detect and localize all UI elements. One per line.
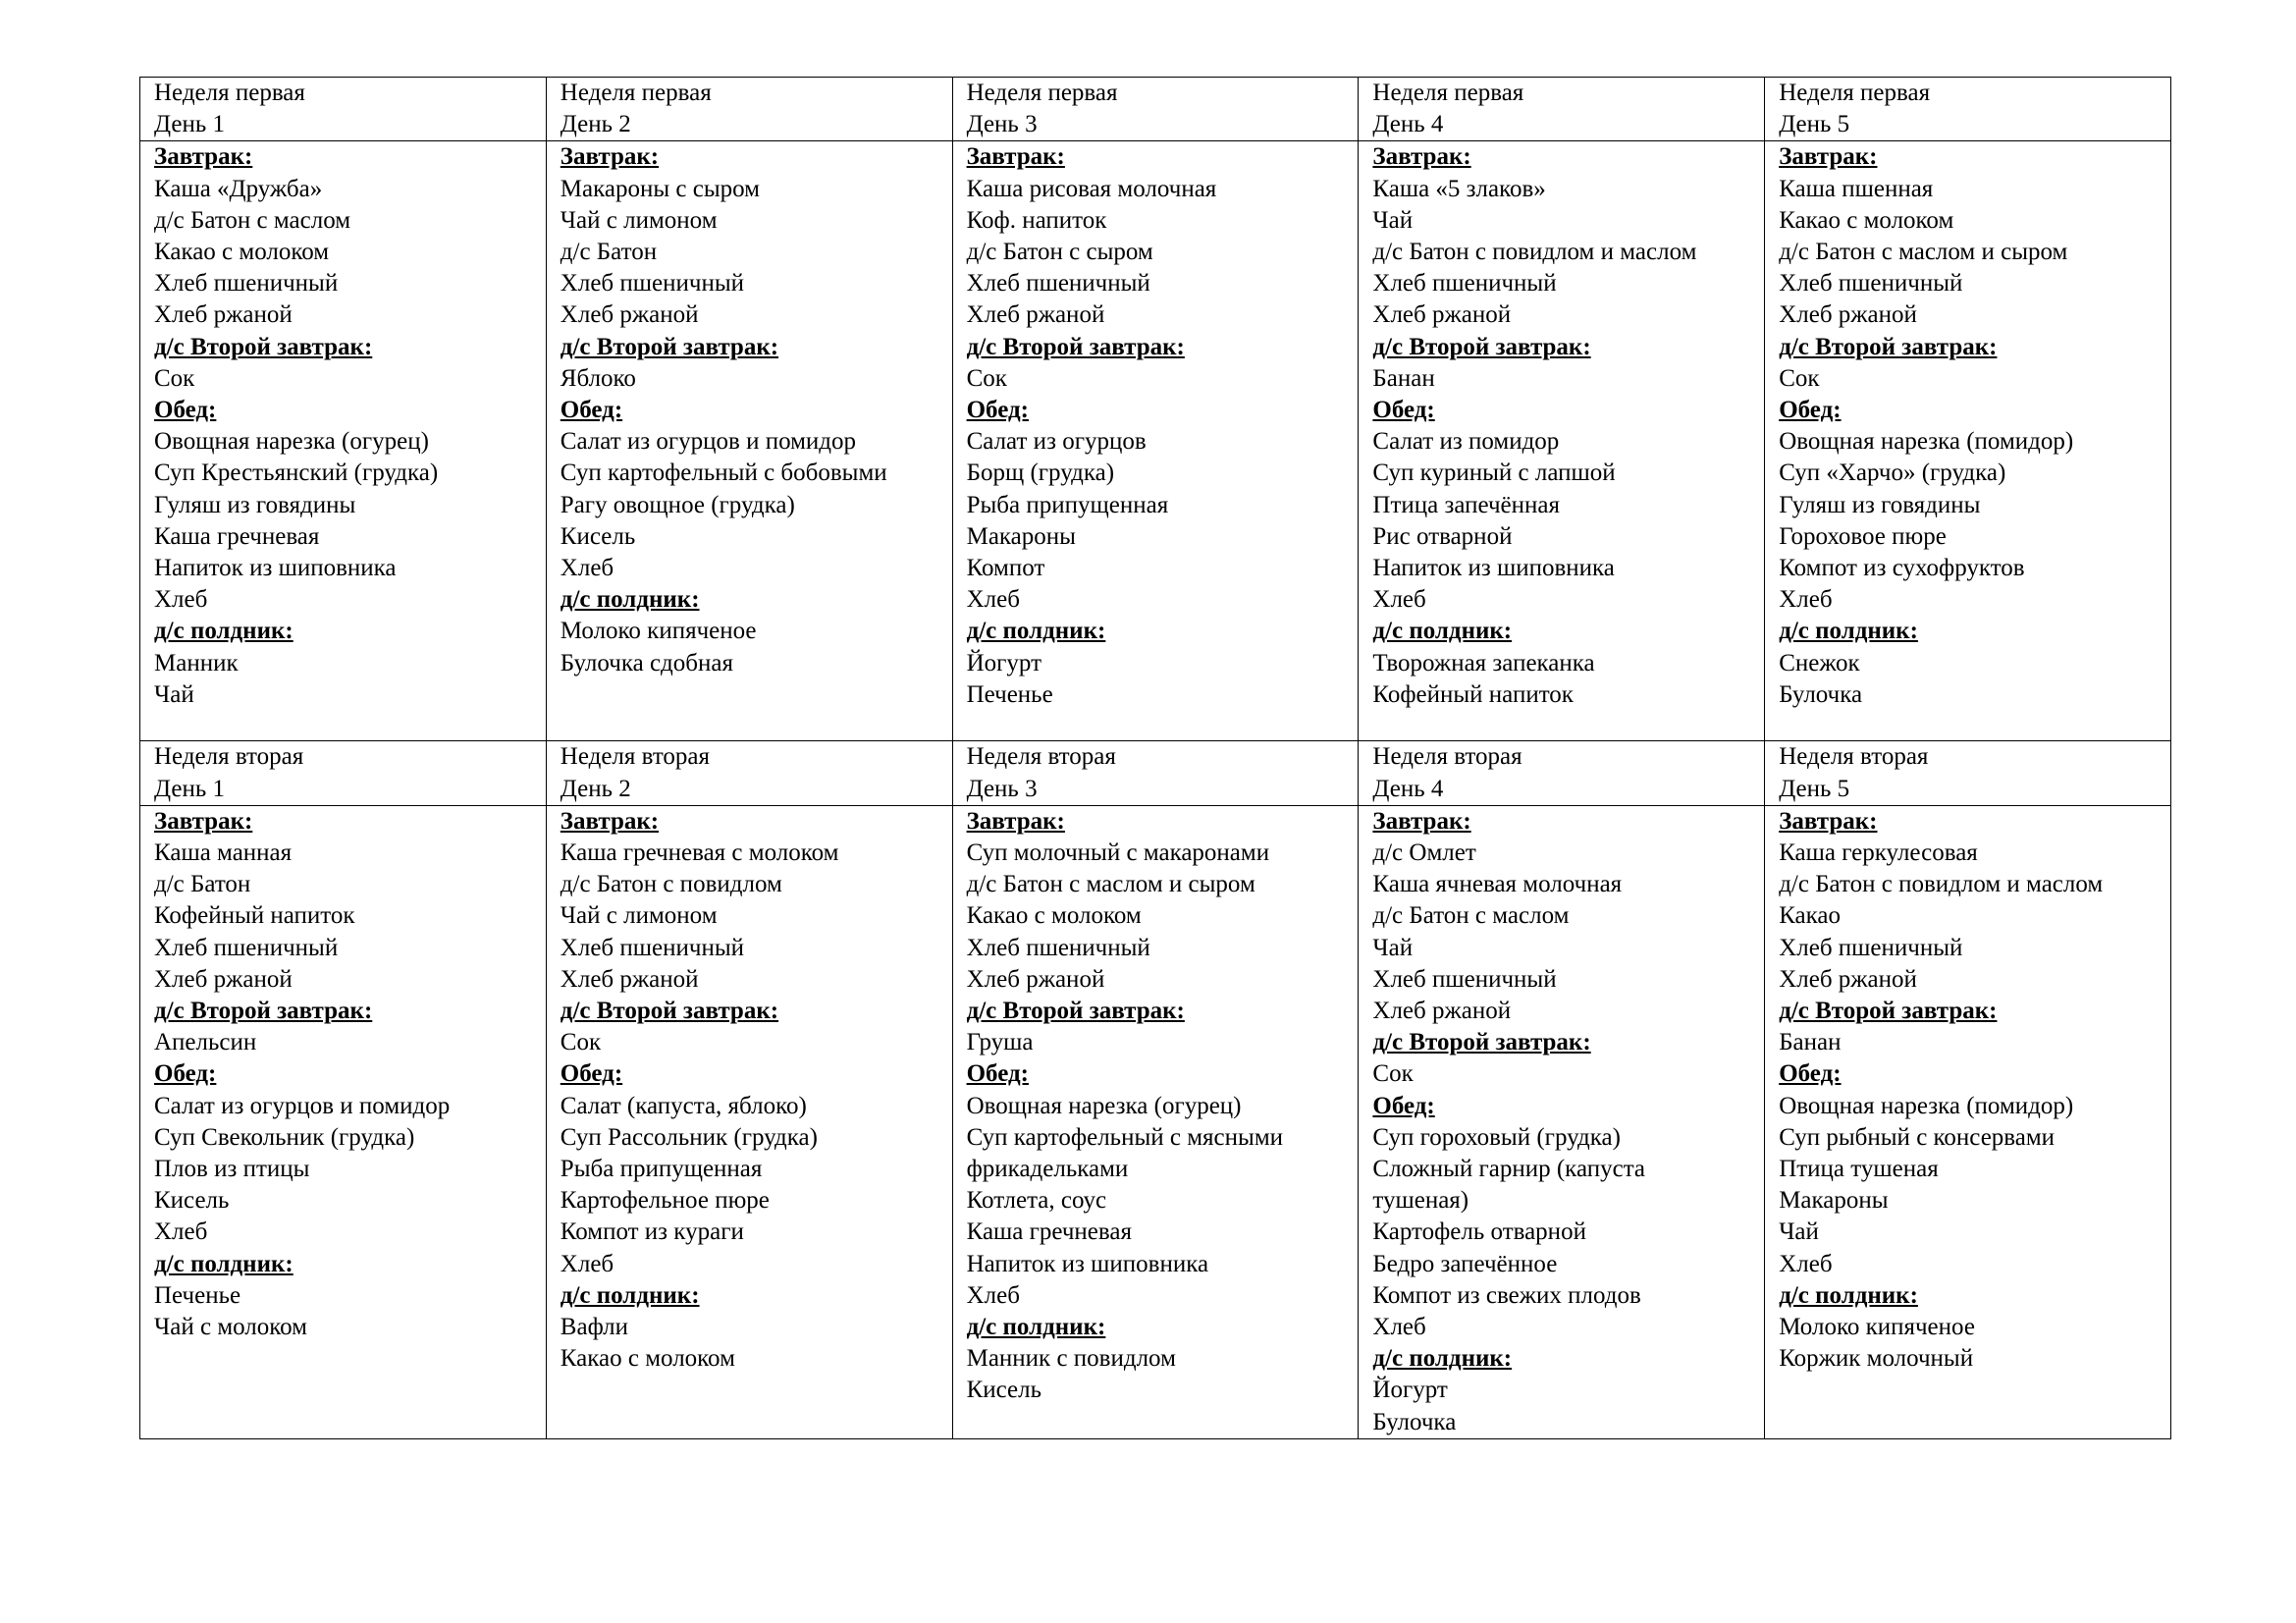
day-title: День 1 xyxy=(154,775,225,802)
menu-item: Хлеб ржаной xyxy=(966,301,1105,329)
menu-item: Кофейный напиток xyxy=(1372,680,1574,708)
meal-heading: д/с Второй завтрак: xyxy=(1372,333,1591,360)
menu-item: Печенье xyxy=(154,1281,241,1309)
menu-item: Кофейный напиток xyxy=(154,902,355,930)
menu-item: Яблоко xyxy=(560,364,636,392)
menu-item: Суп рыбный с консервами xyxy=(1779,1123,2056,1151)
week-title: Неделя первая xyxy=(154,80,305,106)
meal-heading: д/с Второй завтрак: xyxy=(966,998,1185,1025)
menu-item: Птица тушеная xyxy=(1779,1156,1939,1183)
menu-item: Творожная запеканка xyxy=(1372,649,1595,676)
menu-item: Гороховое пюре xyxy=(1779,522,1947,550)
menu-item: Сок xyxy=(154,364,195,392)
meal-heading: д/с Второй завтрак: xyxy=(560,333,779,360)
meal-heading: д/с полдник: xyxy=(560,1281,700,1309)
meal-heading: Завтрак: xyxy=(1779,807,1878,835)
menu-item: Суп Свекольник (грудка) xyxy=(154,1123,415,1151)
menu-item: д/с Батон с повидлом и маслом xyxy=(1372,239,1697,266)
meal-heading: д/с полдник: xyxy=(154,618,294,645)
menu-item: д/с Батон с повидлом xyxy=(560,871,782,898)
day-title: День 4 xyxy=(1372,111,1444,138)
menu-item: Картофельное пюре xyxy=(560,1187,770,1215)
menu-item: Печенье xyxy=(966,680,1053,708)
menu-item: Хлеб ржаной xyxy=(560,965,699,993)
meal-heading: д/с полдник: xyxy=(1779,1281,1918,1309)
week-header-row xyxy=(140,741,2171,805)
menu-item: Суп Крестьянский (грудка) xyxy=(154,460,439,487)
menu-item: Каша «Дружба» xyxy=(154,175,323,202)
day-menu-cell xyxy=(140,141,547,741)
menu-item: Хлеб ржаной xyxy=(154,965,293,993)
menu-item: Хлеб ржаной xyxy=(1779,301,1917,329)
menu-item: Сок xyxy=(1372,1060,1414,1088)
menu-item: Манник xyxy=(154,649,239,676)
menu-item: Йогурт xyxy=(1372,1377,1448,1404)
day-header-cell xyxy=(546,741,952,805)
meal-heading: д/с полдник: xyxy=(966,1314,1106,1341)
menu-item: Хлеб пшеничный xyxy=(966,270,1150,298)
meal-heading: Завтрак: xyxy=(560,143,660,171)
menu-item: Чай xyxy=(1779,1218,1819,1246)
week-title: Неделя вторая xyxy=(560,743,711,771)
menu-item: Салат из огурцов xyxy=(966,428,1147,456)
menu-item: д/с Батон с маслом xyxy=(1372,902,1570,930)
menu-item: Хлеб xyxy=(966,586,1020,614)
meal-heading: Завтрак: xyxy=(560,807,660,835)
menu-item: Молоко кипяченое xyxy=(1779,1314,1975,1341)
menu-item: Макароны xyxy=(1779,1187,1889,1215)
menu-item: Картофель отварной xyxy=(1372,1218,1586,1246)
menu-table xyxy=(139,77,2171,1439)
meal-heading: д/с полдник: xyxy=(1372,618,1513,645)
menu-item: Хлеб xyxy=(1372,586,1426,614)
day-menu-cell xyxy=(1359,805,1765,1438)
menu-item: Салат из огурцов и помидор xyxy=(560,428,857,456)
meal-heading: Обед: xyxy=(1372,397,1435,424)
menu-item: Кисель xyxy=(560,522,636,550)
meal-heading: Обед: xyxy=(1779,1060,1842,1088)
meal-heading: Завтрак: xyxy=(966,143,1065,171)
day-title: День 3 xyxy=(966,775,1038,802)
menu-item: Хлеб ржаной xyxy=(966,965,1105,993)
menu-item: Напиток из шиповника xyxy=(966,1250,1209,1277)
menu-item: Кисель xyxy=(966,1377,1042,1404)
meal-heading: Завтрак: xyxy=(154,143,253,171)
week-title: Неделя вторая xyxy=(966,743,1116,771)
meal-heading: Обед: xyxy=(1779,397,1842,424)
menu-item: Макароны с сыром xyxy=(560,175,760,202)
menu-item: Какао с молоком xyxy=(560,1345,735,1373)
day-header-cell xyxy=(546,78,952,141)
menu-item: Компот из кураги xyxy=(560,1218,744,1246)
day-menu-cell xyxy=(1765,141,2171,741)
menu-item: д/с Батон с маслом и сыром xyxy=(1779,239,2068,266)
day-header-cell xyxy=(1765,741,2171,805)
menu-item: Суп Рассольник (грудка) xyxy=(560,1123,818,1151)
menu-item: Хлеб xyxy=(560,1250,614,1277)
menu-item: Какао с молоком xyxy=(966,902,1142,930)
meal-heading: Обед: xyxy=(1372,1092,1435,1119)
menu-item: Снежок xyxy=(1779,649,1860,676)
menu-item: Хлеб ржаной xyxy=(1779,965,1917,993)
menu-item: Булочка сдобная xyxy=(560,649,733,676)
menu-item: Хлеб ржаной xyxy=(1372,301,1512,329)
menu-item: Суп картофельный с бобовыми xyxy=(560,460,887,487)
menu-item: д/с Батон с маслом xyxy=(154,206,351,234)
menu-item: Хлеб пшеничный xyxy=(966,934,1150,961)
day-header-cell xyxy=(1359,741,1765,805)
menu-item: Хлеб xyxy=(154,586,208,614)
menu-item: Суп гороховый (грудка) xyxy=(1372,1123,1621,1151)
week-title: Неделя вторая xyxy=(1779,743,1929,771)
menu-item: Сок xyxy=(966,364,1007,392)
meal-heading: Завтрак: xyxy=(1372,807,1471,835)
meal-heading: Завтрак: xyxy=(1372,143,1471,171)
menu-item: Каша манная xyxy=(154,839,293,867)
menu-item: Какао xyxy=(1779,902,1841,930)
day-title: День 3 xyxy=(966,111,1038,138)
menu-item: Компот из сухофруктов xyxy=(1779,555,2025,582)
menu-item: Манник с повидлом xyxy=(966,1345,1176,1373)
day-title: День 5 xyxy=(1779,775,1850,802)
meal-heading: д/с Второй завтрак: xyxy=(560,998,779,1025)
menu-item: д/с Омлет xyxy=(1372,839,1476,867)
menu-item: д/с Батон с сыром xyxy=(966,239,1153,266)
day-menu-cell xyxy=(1359,141,1765,741)
week-title: Неделя первая xyxy=(560,80,712,106)
menu-item: Чай с лимоном xyxy=(560,206,718,234)
menu-item: Хлеб пшеничный xyxy=(1779,934,1963,961)
menu-item: Птица запечённая xyxy=(1372,491,1560,518)
menu-item: Чай xyxy=(154,680,194,708)
week-title: Неделя первая xyxy=(1372,80,1524,106)
meal-heading: Обед: xyxy=(966,397,1029,424)
menu-item: д/с Батон с повидлом и маслом xyxy=(1779,871,2104,898)
menu-item: Кисель xyxy=(154,1187,230,1215)
menu-item: д/с Батон xyxy=(560,239,658,266)
meal-heading: Обед: xyxy=(154,397,217,424)
menu-item: Молоко кипяченое xyxy=(560,618,757,645)
day-menu-cell xyxy=(952,141,1359,741)
menu-item: Какао с молоком xyxy=(154,239,330,266)
meal-heading: д/с полдник: xyxy=(560,586,700,614)
menu-item: Хлеб xyxy=(560,555,614,582)
menu-item: Вафли xyxy=(560,1314,628,1341)
menu-item: Рыба припущенная xyxy=(966,491,1169,518)
day-menu-cell xyxy=(1765,805,2171,1438)
meal-heading: д/с полдник: xyxy=(966,618,1106,645)
menu-item: Овощная нарезка (помидор) xyxy=(1779,1092,2074,1119)
menu-item: Чай с молоком xyxy=(154,1314,308,1341)
menu-item: Салат (капуста, яблоко) xyxy=(560,1092,807,1119)
week-title: Неделя вторая xyxy=(1372,743,1522,771)
menu-item: Суп картофельный с мясными xyxy=(966,1123,1284,1151)
day-header-cell xyxy=(140,741,547,805)
menu-item: Булочка xyxy=(1779,680,1863,708)
menu-item: Хлеб xyxy=(154,1218,208,1246)
menu-item: Коржик молочный xyxy=(1779,1345,1974,1373)
menu-table-body xyxy=(140,78,2171,1439)
menu-item: фрикадельками xyxy=(966,1156,1129,1183)
menu-item: Овощная нарезка (огурец) xyxy=(154,428,429,456)
menu-item: Борщ (грудка) xyxy=(966,460,1115,487)
meal-heading: д/с Второй завтрак: xyxy=(966,333,1185,360)
menu-item: Компот xyxy=(966,555,1045,582)
menu-item: Каша пшенная xyxy=(1779,175,1934,202)
day-header-cell xyxy=(1359,78,1765,141)
meal-heading: д/с полдник: xyxy=(1372,1345,1513,1373)
day-menu-cell xyxy=(140,805,547,1438)
meal-heading: Завтрак: xyxy=(1779,143,1878,171)
menu-item: Овощная нарезка (помидор) xyxy=(1779,428,2074,456)
menu-item: Салат из огурцов и помидор xyxy=(154,1092,451,1119)
menu-item: Йогурт xyxy=(966,649,1041,676)
menu-item: д/с Батон xyxy=(154,871,251,898)
menu-item: Банан xyxy=(1779,1029,1842,1056)
day-menu-cell xyxy=(952,805,1359,1438)
day-header-cell xyxy=(952,78,1359,141)
day-menu-cell xyxy=(546,805,952,1438)
menu-item: Чай xyxy=(1372,206,1414,234)
menu-item: Сок xyxy=(560,1029,602,1056)
menu-item: Хлеб xyxy=(1779,1250,1833,1277)
menu-item: Рис отварной xyxy=(1372,522,1513,550)
day-header-cell xyxy=(952,741,1359,805)
menu-item: д/с Батон с маслом и сыром xyxy=(966,871,1255,898)
menu-item: Груша xyxy=(966,1029,1034,1056)
day-title: День 1 xyxy=(154,111,225,138)
menu-item: Каша гречневая с молоком xyxy=(560,839,839,867)
menu-item: Каша «5 злаков» xyxy=(1372,175,1546,202)
menu-item: Хлеб пшеничный xyxy=(560,270,745,298)
menu-item: тушеная) xyxy=(1372,1187,1469,1215)
menu-item: Чай xyxy=(1372,934,1414,961)
meal-heading: д/с полдник: xyxy=(1779,618,1918,645)
menu-item: Чай с лимоном xyxy=(560,902,718,930)
meal-heading: Обед: xyxy=(154,1060,217,1088)
menu-item: Гуляш из говядины xyxy=(1779,491,1981,518)
menu-item: Хлеб пшеничный xyxy=(154,270,339,298)
menu-item: Суп куриный с лапшой xyxy=(1372,460,1616,487)
week-menu-row xyxy=(140,805,2171,1438)
menu-item: Суп молочный с макаронами xyxy=(966,839,1270,867)
menu-item: Суп «Харчо» (грудка) xyxy=(1779,460,2006,487)
menu-item: Плов из птицы xyxy=(154,1156,310,1183)
menu-item: Гуляш из говядины xyxy=(154,491,356,518)
week-title: Неделя вторая xyxy=(154,743,304,771)
menu-item: Каша рисовая молочная xyxy=(966,175,1217,202)
day-header-cell xyxy=(1765,78,2171,141)
menu-item: Овощная нарезка (огурец) xyxy=(966,1092,1242,1119)
menu-item: Каша гречневая xyxy=(966,1218,1132,1246)
day-menu-cell xyxy=(546,141,952,741)
meal-heading: Завтрак: xyxy=(154,807,253,835)
menu-item: Хлеб пшеничный xyxy=(1779,270,1963,298)
menu-item: Хлеб пшеничный xyxy=(1372,965,1557,993)
menu-item: Хлеб пшеничный xyxy=(154,934,339,961)
day-title: День 5 xyxy=(1779,111,1850,138)
menu-item: Напиток из шиповника xyxy=(1372,555,1615,582)
menu-item: Рыба припущенная xyxy=(560,1156,763,1183)
day-title: День 2 xyxy=(560,775,631,802)
menu-item: Сложный гарнир (капуста xyxy=(1372,1156,1646,1183)
menu-item: Хлеб xyxy=(966,1281,1020,1309)
menu-item: Хлеб пшеничный xyxy=(560,934,745,961)
menu-item: Каша ячневая молочная xyxy=(1372,871,1623,898)
menu-item: Сок xyxy=(1779,364,1820,392)
meal-heading: д/с Второй завтрак: xyxy=(1372,1029,1591,1056)
week-menu-row xyxy=(140,141,2171,741)
menu-item: Салат из помидор xyxy=(1372,428,1560,456)
menu-item: Хлеб xyxy=(1779,586,1833,614)
menu-item: Булочка xyxy=(1372,1408,1457,1435)
menu-item: Хлеб xyxy=(1372,1314,1426,1341)
menu-item: Напиток из шиповника xyxy=(154,555,397,582)
meal-heading: Обед: xyxy=(560,1060,623,1088)
meal-heading: д/с Второй завтрак: xyxy=(1779,333,1998,360)
menu-item: Компот из свежих плодов xyxy=(1372,1281,1641,1309)
menu-item: Рагу овощное (грудка) xyxy=(560,491,795,518)
meal-heading: д/с Второй завтрак: xyxy=(154,333,373,360)
day-header-cell xyxy=(140,78,547,141)
meal-heading: Завтрак: xyxy=(966,807,1065,835)
week-title: Неделя первая xyxy=(966,80,1118,106)
menu-item: Каша гречневая xyxy=(154,522,320,550)
week-title: Неделя первая xyxy=(1779,80,1931,106)
day-title: День 2 xyxy=(560,111,631,138)
menu-item: Коф. напиток xyxy=(966,206,1107,234)
day-title: День 4 xyxy=(1372,775,1444,802)
menu-item: Котлета, соус xyxy=(966,1187,1107,1215)
week-header-row xyxy=(140,78,2171,141)
meal-heading: д/с Второй завтрак: xyxy=(154,998,373,1025)
menu-item: Хлеб ржаной xyxy=(1372,998,1512,1025)
menu-item: Хлеб пшеничный xyxy=(1372,270,1557,298)
menu-item: Каша геркулесовая xyxy=(1779,839,1978,867)
menu-item: Какао с молоком xyxy=(1779,206,1954,234)
menu-item: Бедро запечённое xyxy=(1372,1250,1558,1277)
menu-item: Хлеб ржаной xyxy=(154,301,293,329)
menu-item: Банан xyxy=(1372,364,1435,392)
meal-heading: Обед: xyxy=(966,1060,1029,1088)
meal-heading: д/с Второй завтрак: xyxy=(1779,998,1998,1025)
menu-item: Макароны xyxy=(966,522,1076,550)
menu-item: Апельсин xyxy=(154,1029,257,1056)
meal-heading: Обед: xyxy=(560,397,623,424)
menu-item: Хлеб ржаной xyxy=(560,301,699,329)
meal-heading: д/с полдник: xyxy=(154,1250,294,1277)
